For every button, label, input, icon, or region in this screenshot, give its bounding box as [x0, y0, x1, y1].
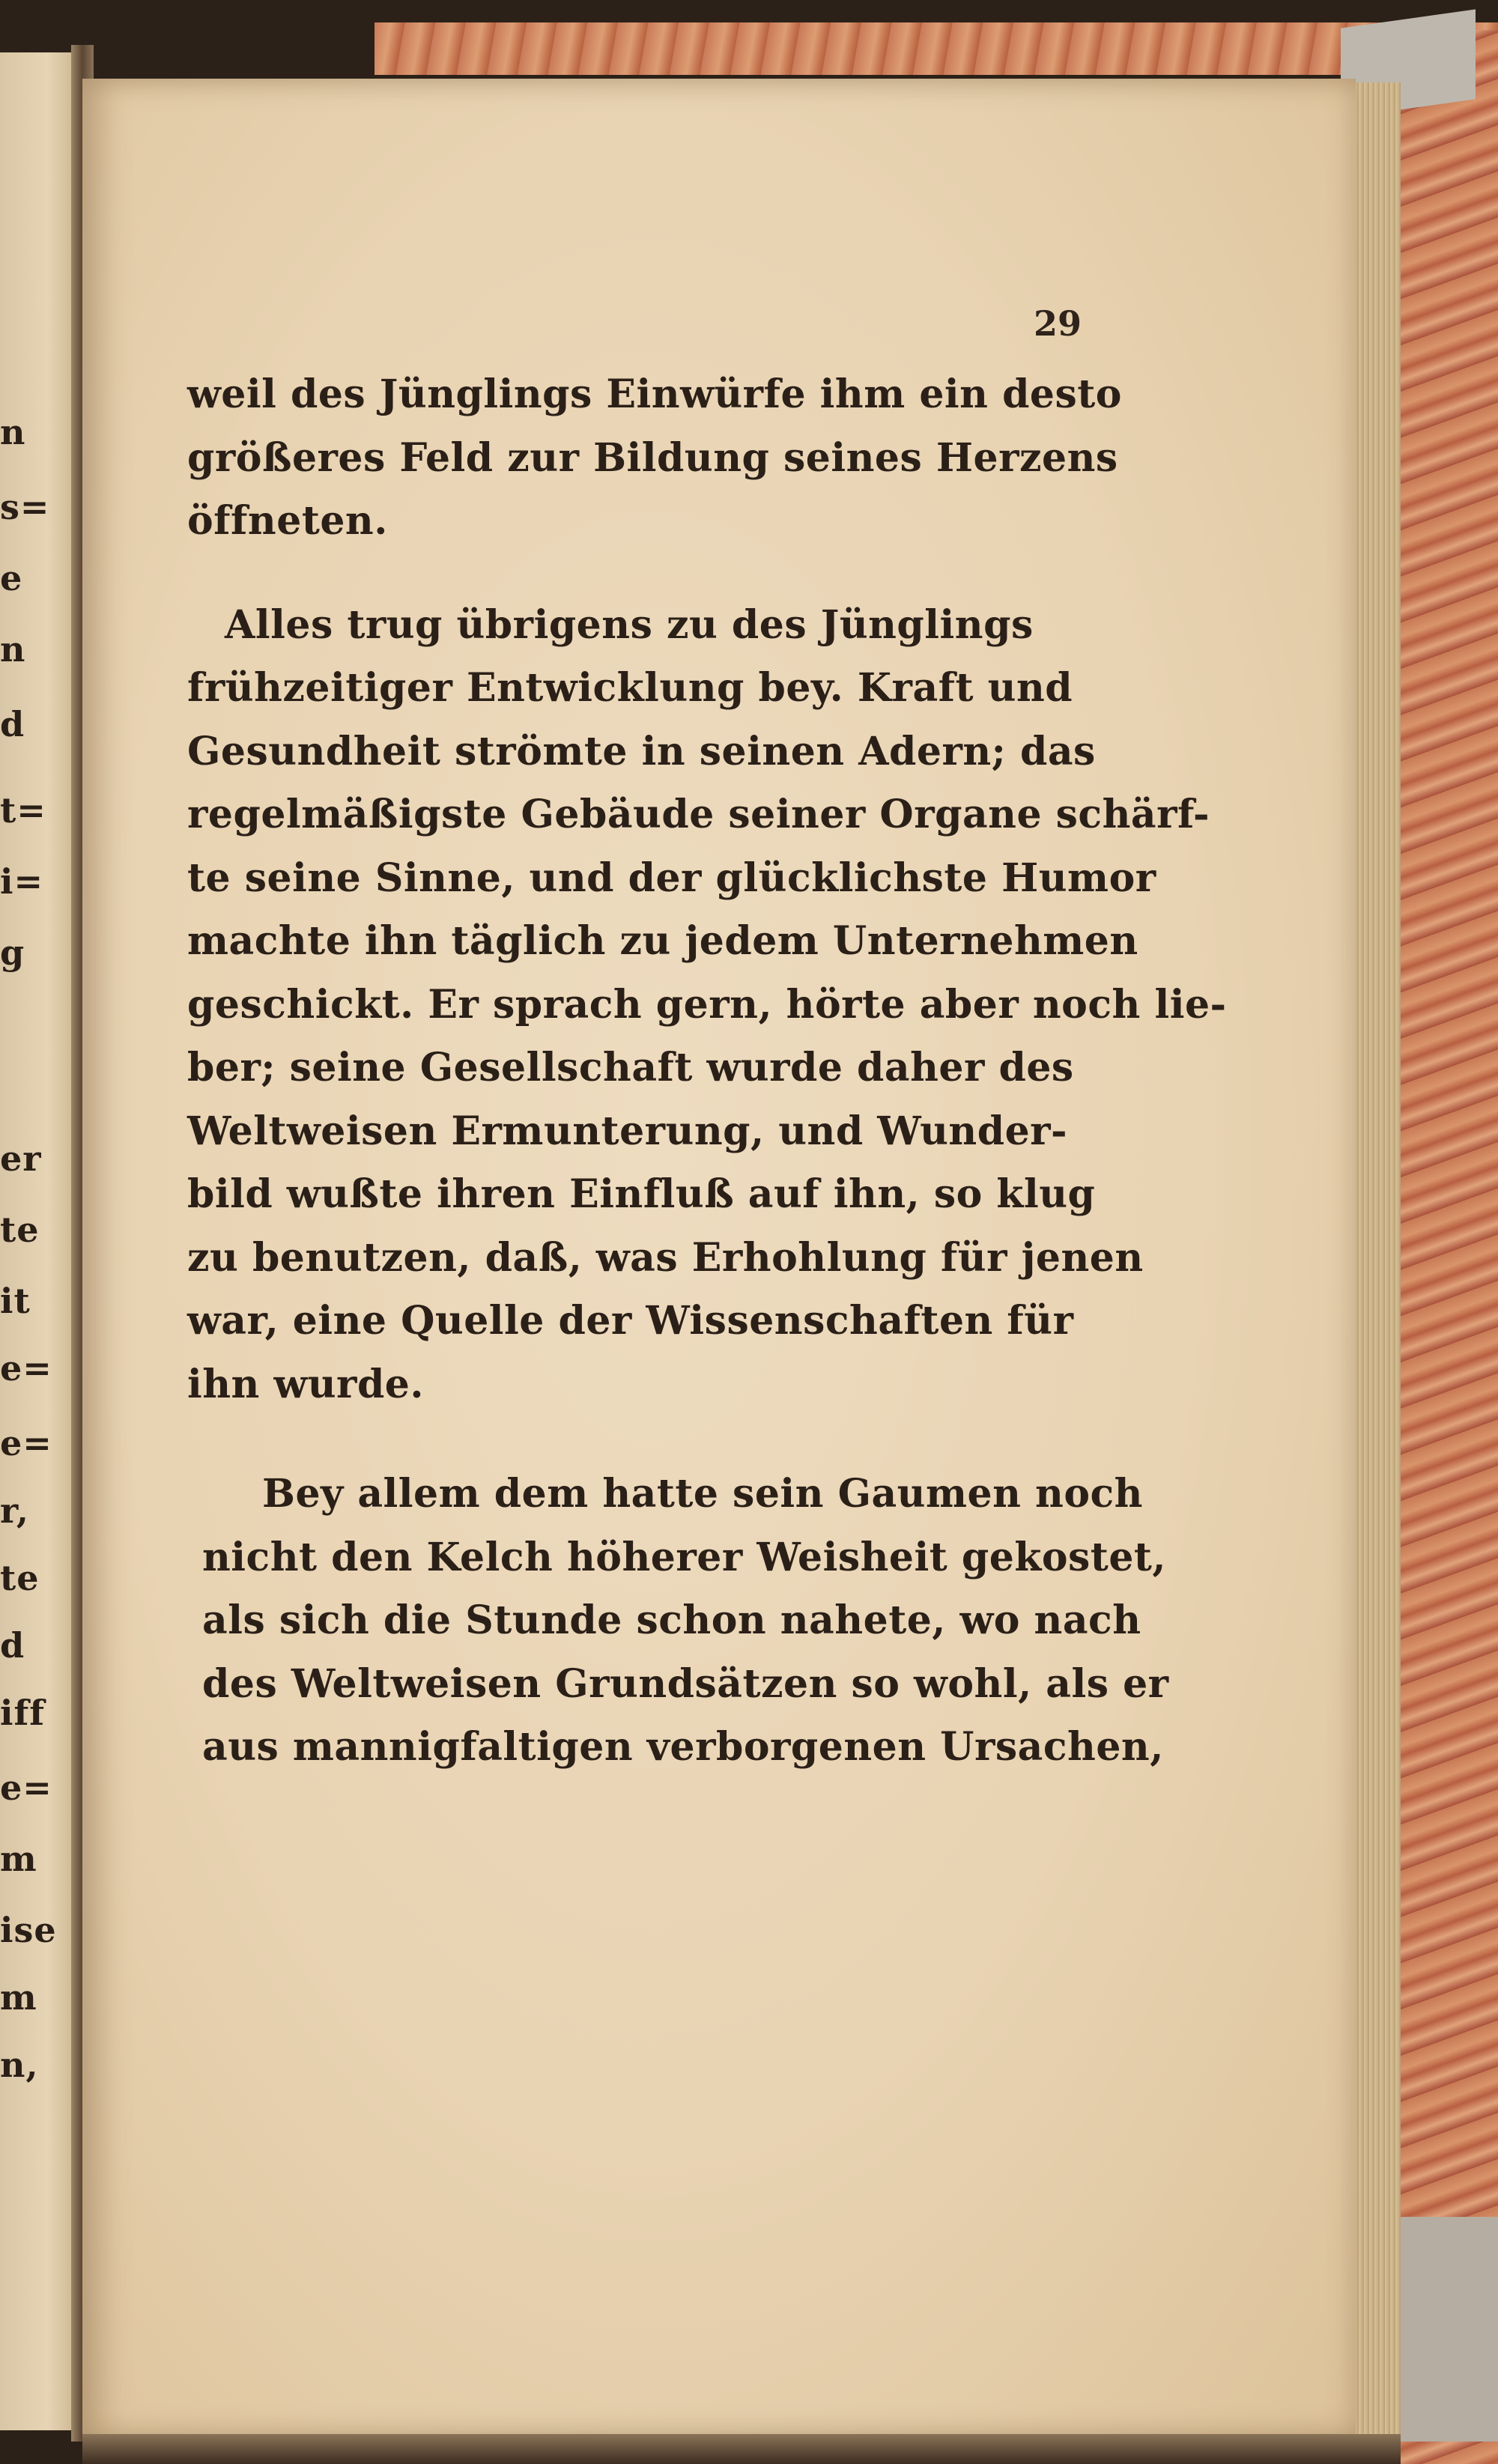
- text-line: öffneten.: [187, 498, 388, 544]
- left-fragment: er: [0, 1138, 42, 1179]
- left-fragment: te: [0, 1210, 40, 1250]
- text-line: te seine Sinne, und der glücklichste Humor: [187, 855, 1156, 901]
- left-fragment: n: [0, 412, 26, 452]
- marbled-cover-top: [374, 22, 1498, 75]
- left-fragment: it: [0, 1281, 31, 1321]
- left-fragment: ise: [0, 1910, 57, 1950]
- left-fragment: t=: [0, 790, 46, 831]
- text-line: nicht den Kelch höherer Weisheit gekostet,: [202, 1534, 1167, 1580]
- text-line: regelmäßigste Gebäude seiner Organe schärf-: [187, 792, 1210, 837]
- left-fragment: i=: [0, 861, 44, 902]
- left-fragment: e=: [0, 1767, 52, 1808]
- left-fragment: te: [0, 1558, 40, 1598]
- left-fragment: e=: [0, 1348, 52, 1389]
- paragraph: [187, 1463, 1169, 1779]
- left-fragment: r,: [0, 1490, 29, 1531]
- left-fragment: d: [0, 704, 25, 744]
- left-fragment: g: [0, 932, 25, 973]
- text-line: weil des Jünglings Einwürfe ihm ein desto: [187, 371, 1122, 417]
- left-fragment: m: [0, 1839, 37, 1879]
- text-line: war, eine Quelle der Wissenschaften für: [187, 1298, 1074, 1344]
- text-line: ihn wurde.: [187, 1361, 424, 1407]
- text-line: zu benutzen, daß, was Erhohlung für jenen: [187, 1234, 1144, 1281]
- left-fragment: n,: [0, 2045, 39, 2085]
- left-fragment: n: [0, 629, 26, 670]
- left-fragment: s=: [0, 487, 50, 527]
- left-fragment: iff: [0, 1693, 46, 1733]
- page-text: [187, 363, 1227, 1779]
- text-line: bild wußte ihren Einfluß auf ihn, so klug: [187, 1171, 1096, 1217]
- previous-page-sliver: [0, 52, 79, 2430]
- text-line: Bey allem dem hatte sein Gaumen noch: [262, 1471, 1143, 1517]
- text-line: geschickt. Er sprach gern, hörte aber noch lie-: [187, 981, 1227, 1028]
- text-line: machte ihn täglich zu jedem Unternehmen: [187, 918, 1138, 964]
- paragraph: [187, 363, 1124, 553]
- text-line: als sich die Stunde schon nahete, wo nach: [202, 1597, 1141, 1643]
- book-bottom-edge: [82, 2434, 1401, 2464]
- text-line: ber; seine Gesellschaft wurde daher des: [187, 1045, 1074, 1090]
- book-page: [82, 79, 1356, 2438]
- text-line: frühzeitiger Entwicklung bey. Kraft und: [187, 665, 1073, 711]
- text-line: des Weltweisen Grundsätzen so wohl, als er: [202, 1660, 1169, 1707]
- text-line: Weltweisen Ermunterung, und Wunder-: [187, 1108, 1068, 1154]
- text-line: größeres Feld zur Bildung seines Herzens: [187, 434, 1118, 481]
- left-fragment: m: [0, 1977, 37, 2018]
- left-fragment: e: [0, 558, 23, 598]
- page-stack-edge: [1348, 82, 1401, 2449]
- left-fragment: e=: [0, 1423, 52, 1463]
- text-line: Alles trug übrigens zu des Jünglings: [225, 601, 1034, 648]
- left-fragment: d: [0, 1625, 25, 1666]
- cover-corner-bottom: [1401, 2217, 1498, 2442]
- text-line: aus mannigfaltigen verborgenen Ursachen,: [202, 1724, 1164, 1770]
- page-number: 29: [1034, 303, 1082, 344]
- paragraph: [187, 594, 1227, 1417]
- text-line: Gesundheit strömte in seinen Adern; das: [187, 728, 1096, 774]
